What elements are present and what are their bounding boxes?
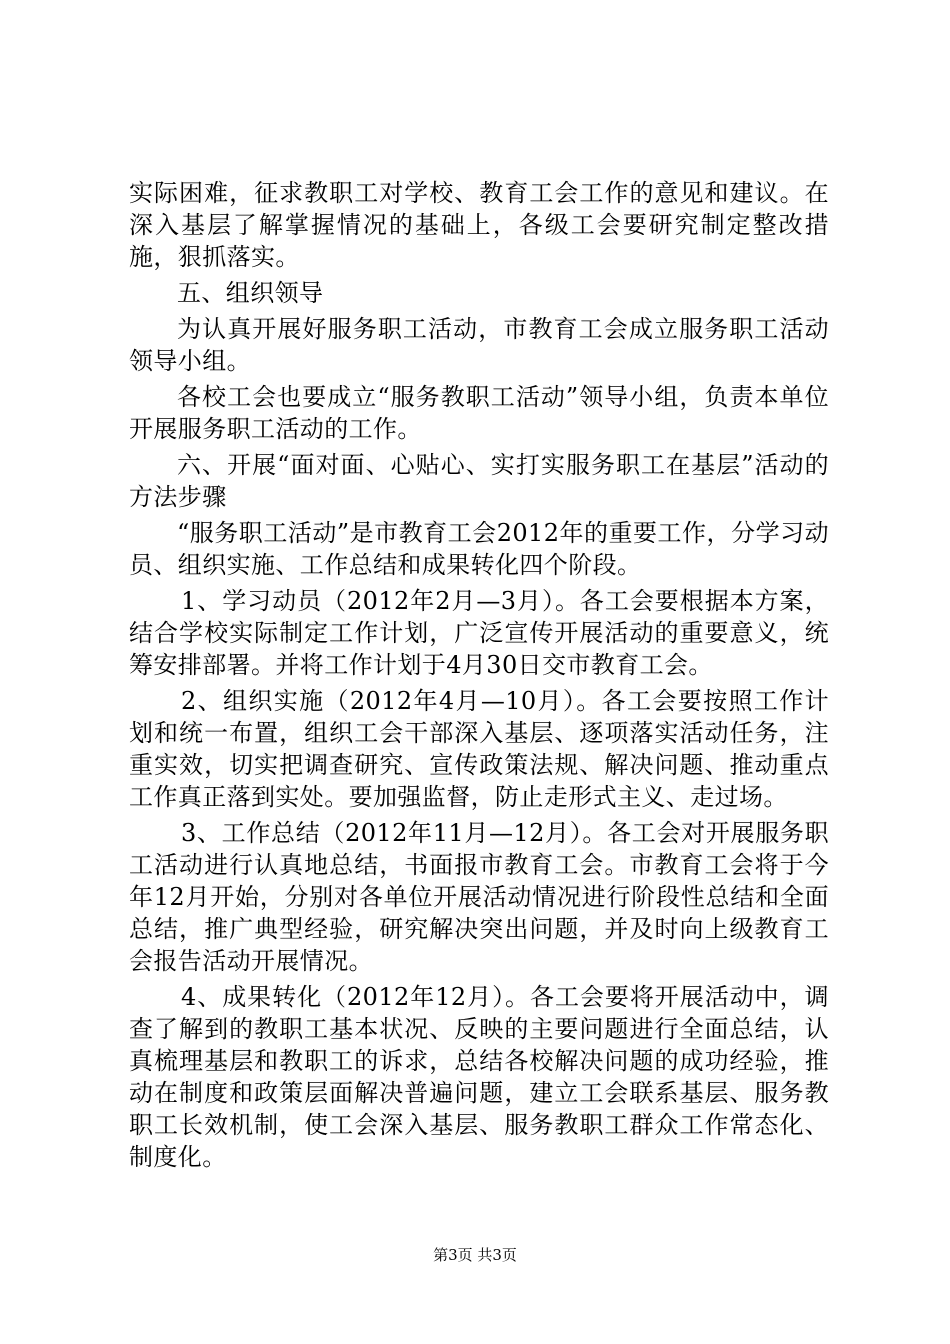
document-body [129,177,829,1177]
section-heading-6: 六、开展“面对面、心贴心、实打实服务职工在基层”活动的方法步骤 [129,451,829,511]
step-4-paragraph: 4、成果转化（2012年12月）。各工会要将开展活动中，调查了解到的教职工基本状况、反映的主要问题进行全面总结，认真梳理基层和教职工的诉求，总结各校解决问题的成功经验，推动在制度和政策层面解决普遍问题，建立工会联系基层、服务教职工长效机制，使工会深入基层、服务教职工群众工作常态化、制度化。 [129,983,829,1171]
paragraph: 各校工会也要成立“服务教职工活动”领导小组，负责本单位开展服务职工活动的工作。 [129,383,829,443]
step-3-paragraph: 3、工作总结（2012年11月—12月）。各工会对开展服务职工活动进行认真地总结，书面报市教育工会。市教育工会将于今年12月开始，分别对各单位开展活动情况进行阶段性总结和全面总结，推广典型经验，研究解决突出问题，并及时向上级教育工会报告活动开展情况。 [129,819,829,975]
paragraph: “服务职工活动”是市教育工会2012年的重要工作，分学习动员、组织实施、工作总结和成果转化四个阶段。 [129,519,829,579]
paragraph-continuation: 实际困难，征求教职工对学校、教育工会工作的意见和建议。在深入基层了解掌握情况的基础上，各级工会要研究制定整改措施，狠抓落实。 [129,179,829,271]
step-1-paragraph: 1、学习动员（2012年2月—3月）。各工会要根据本方案，结合学校实际制定工作计划，广泛宣传开展活动的重要意义，统筹安排部署。并将工作计划于4月30日交市教育工会。 [129,587,829,679]
paragraph: 为认真开展好服务职工活动，市教育工会成立服务职工活动领导小组。 [129,315,829,375]
step-2-paragraph: 2、组织实施（2012年4月—10月）。各工会要按照工作计划和统一布置，组织工会干部深入基层、逐项落实活动任务，注重实效，切实把调查研究、宣传政策法规、解决问题、推动重点工作真正落到实处。要加强监督，防止走形式主义、走过场。 [129,687,829,811]
section-heading-5: 五、组织领导 [177,279,324,307]
page-number-footer: 第3页 共3页 [433,1246,517,1264]
